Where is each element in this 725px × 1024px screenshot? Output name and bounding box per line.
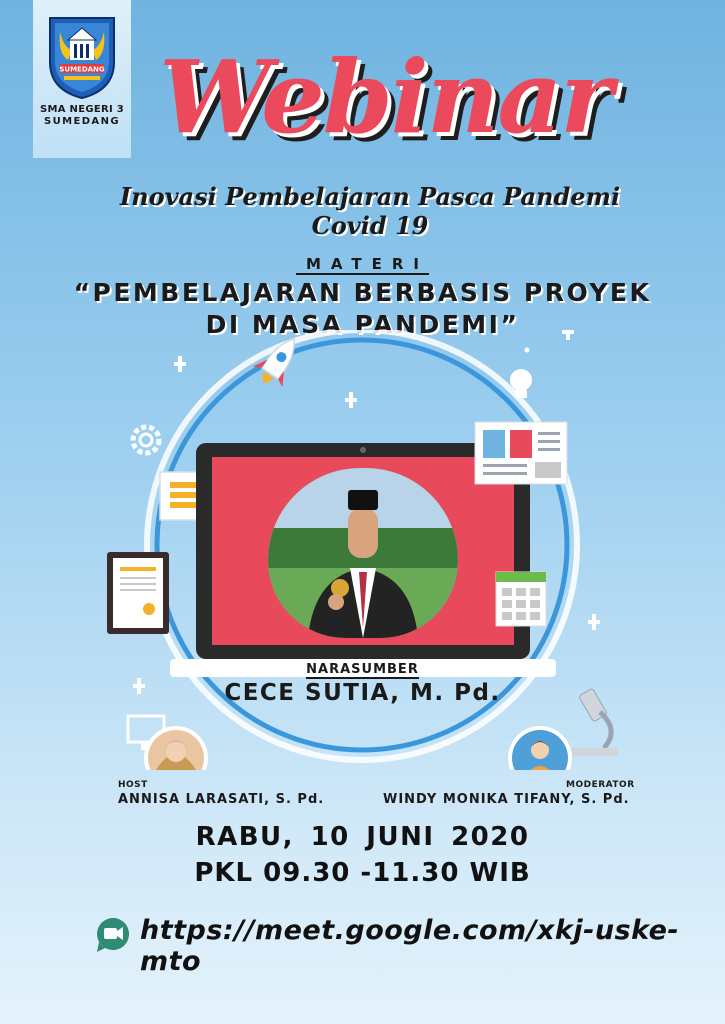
host-role: HOST xyxy=(118,780,148,790)
narasumber-label-text: NARASUMBER xyxy=(306,662,419,677)
moderator-photo xyxy=(508,726,572,770)
meeting-link[interactable]: https://meet.google.com/xkj-uske-mto xyxy=(140,915,680,977)
poster-title: Webinar xyxy=(159,38,611,156)
event-date: RABU, 10 JUNI 2020 xyxy=(195,822,530,852)
materi-label-text: MATERI xyxy=(296,255,429,275)
narasumber-label xyxy=(0,662,725,677)
event-time: PKL 09.30 -11.30 WIB xyxy=(194,858,531,888)
host-photo xyxy=(144,726,208,770)
materi-label xyxy=(0,255,725,273)
school-name-line1: SMA NEGERI 3 xyxy=(39,104,125,115)
school-name-line2: SUMEDANG xyxy=(44,116,120,127)
calendar-icon xyxy=(496,572,546,626)
host-name: ANNISA LARASATI, S. Pd. xyxy=(118,792,325,807)
school-logo-panel xyxy=(33,0,131,158)
google-meet-icon xyxy=(95,916,131,956)
poster-subtitle: Inovasi Pembelajaran Pasca Pandemi Covid 19 xyxy=(119,182,621,240)
school-crest-icon xyxy=(46,14,118,100)
moderator-role: MODERATOR xyxy=(566,780,635,790)
moderator-name: WINDY MONIKA TIFANY, S. Pd. xyxy=(383,792,630,807)
speaker-photo-image xyxy=(268,468,458,638)
speaker-photo xyxy=(268,468,458,638)
gear-icon xyxy=(133,427,159,453)
certificate-icon xyxy=(107,552,169,634)
speaker-name: CECE SUTIA, M. Pd. xyxy=(224,680,501,706)
article-card-icon xyxy=(475,422,567,484)
crest-text: SUMEDANG xyxy=(59,65,105,74)
topic-line2: DI MASA PANDEMI” xyxy=(205,310,520,339)
topic-line1: “PEMBELAJARAN BERBASIS PROYEK xyxy=(73,278,652,307)
